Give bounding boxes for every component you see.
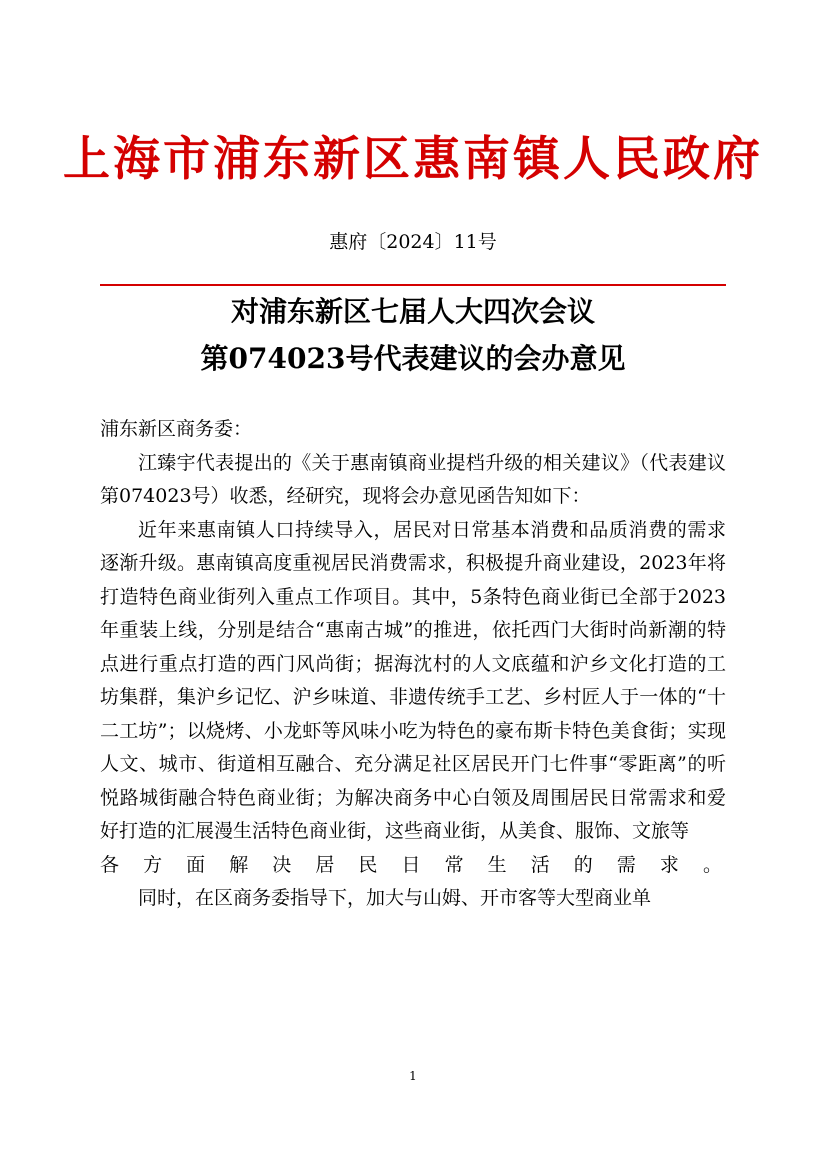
addressee: 浦东新区商务委：: [100, 418, 253, 440]
org-header: 上海市浦东新区惠南镇人民政府: [63, 132, 763, 187]
paragraph-1: 江臻宇代表提出的《关于惠南镇商业提档升级的相关建议》（代表建议第074023号）收悉，经研究，现将会办意见函告知如下：: [100, 451, 726, 507]
paragraph-2-last-line: 各方面解决居民日常生活的需求。: [100, 853, 726, 876]
title-line-2: 第074023号代表建议的会办意见: [200, 342, 626, 375]
title-line-1: 对浦东新区七届人大四次会议: [230, 295, 595, 328]
document-body: [100, 413, 726, 916]
document-title: [100, 288, 726, 382]
document-number: 惠府〔2024〕11号: [329, 231, 497, 253]
red-divider-line: [100, 284, 726, 286]
page-number: 1: [409, 1069, 417, 1083]
paragraph-2: 近年来惠南镇人口持续导入，居民对日常基本消费和品质消费的需求逐渐升级。惠南镇高度重视居民消费需求，积极提升商业建设，2023年将打造特色商业街列入重点工作项目。其中，5条特色商业街已全部于2023年重装上线，分别是结合“惠南古城”的推进，依托西门大街时尚新潮的特点进行重点打造的西门风尚街；据海沈村的人文底蕴和沪乡文化打造的工坊集群，集沪乡记忆、沪乡味道、非遗传统手工艺、乡村匠人于一体的“十二工坊”；以烧烤、小龙虾等风味小吃为特色的豪布斯卡特色美食街；实现人文、城市、街道相互融合、充分满足社区居民开门七件事“零距离”的听悦路城街融合特色商业街；为解决商务中心白领及周围居民日常需求和爱好打造的汇展漫生活特色商业街，这些商业街，从美食、服饰、文旅等: [100, 518, 726, 842]
paragraph-3: 同时，在区商务委指导下，加大与山姆、开市客等大型商业单: [138, 887, 652, 909]
